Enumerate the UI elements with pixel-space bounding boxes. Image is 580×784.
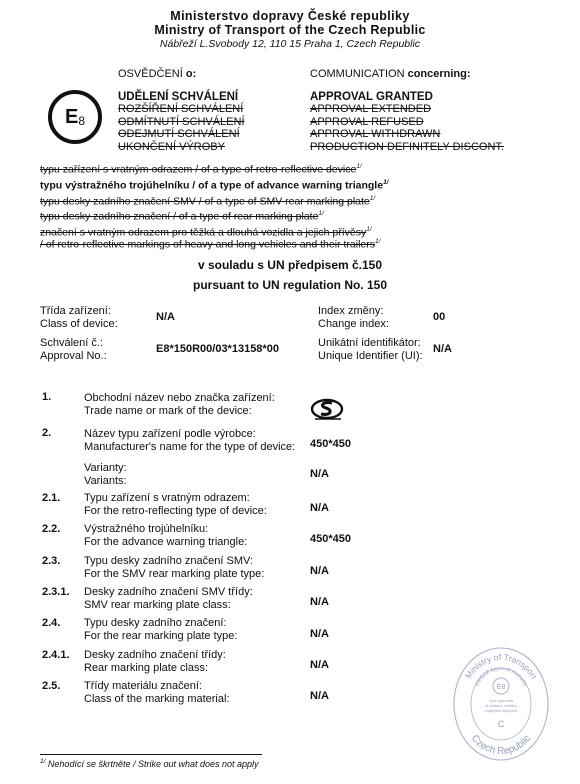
stamp-center-e: E8 — [496, 684, 506, 691]
row-value: N/A — [310, 628, 329, 640]
row-num: 2.3. — [42, 555, 61, 567]
right-item-refused: APPROVAL REFUSED — [310, 115, 424, 128]
left-column — [118, 68, 245, 153]
row-label: Výstražného trojúhelníku: For the advance warning triangle: — [84, 523, 248, 548]
uid-value: N/A — [433, 343, 452, 355]
stamp-small-1: Type approvals — [488, 699, 514, 703]
ministry-address: Nábřeží L.Svobody 12, 110 15 Praha 1, Czech Republic — [159, 38, 421, 50]
type-line-smv: typu desky zadního značení SMV / of a type of SMV rear marking plate$^{1/}$ — [40, 195, 376, 208]
regulation-en: pursuant to UN regulation No. 150 — [192, 278, 387, 292]
row-num: 2.3.1. — [42, 586, 70, 598]
approval-number: E8*150R00/03*13158*00 — [156, 343, 279, 355]
row-num: 2.4.1. — [42, 649, 70, 661]
index-label: Index změny: Change index: — [318, 305, 389, 330]
type-line-heavy-en: / of retro-reflective markings of heavy and long vehicles and their trailers$^{1/}$ — [40, 238, 381, 251]
stamp-bottom-arc: Czech Republic — [468, 733, 534, 758]
row-num: 2.5. — [42, 680, 61, 692]
row-label: Desky zadního značení SMV třídy: SMV rear marking plate class: — [84, 586, 253, 611]
stamp-top-arc-2: UN/ECE Approval Authority — [473, 665, 529, 688]
row-value: N/A — [310, 468, 329, 480]
certificate-title: OSVĚDČENÍ o: — [118, 68, 197, 80]
stamp-small-3: equipment and parts — [484, 709, 518, 713]
row-value: N/A — [310, 690, 329, 702]
stamp-letter: C — [497, 719, 505, 729]
row-num: 1. — [42, 391, 52, 403]
row-label: Název typu zařízení podle výrobce: Manufacturer's name for the type of device: — [84, 428, 296, 453]
right-item-discontinued: PRODUCTION DEFINITELY DISCONT. — [310, 140, 504, 153]
type-line-heavy-cz: značení s vratným odrazem pro těžká a dlouhá vozidla a jejich přívěsy$^{1/}$ — [40, 226, 372, 239]
uid-label: Unikátní identifikátor: Unique Identifier (UI): — [318, 337, 423, 362]
left-item-extended: ROZŠÍŘENÍ SCHVÁLENÍ — [118, 103, 244, 115]
stamp-top-arc: Ministry of Transport — [462, 651, 540, 681]
stamp-small-2: of vehicles, vehicles — [485, 704, 517, 708]
logo-number: 8 — [78, 114, 86, 128]
right-item-extended: APPROVAL EXTENDED — [310, 103, 432, 115]
row-label: Varianty: Variants: — [84, 462, 127, 487]
right-item-granted: APPROVAL GRANTED — [310, 90, 433, 103]
class-label: Třída zařízení: Class of device: — [40, 305, 118, 330]
trade-mark-logo-icon — [309, 397, 347, 423]
ministry-name-en: Ministry of Transport of the Czech Republic — [154, 23, 426, 37]
type-line-rear-plate: typu desky zadního značení / of a type of rear marking plate$^{1/}$ — [40, 210, 324, 223]
row-num: 2. — [42, 427, 52, 439]
logo-letter: E — [64, 105, 79, 128]
row-value: N/A — [310, 565, 329, 577]
left-item-withdrawn: ODEJMUTÍ SCHVÁLENÍ — [118, 128, 240, 140]
footnote: $^{1/}$ Nehodící se škrtněte / Strike out what does not apply — [40, 758, 259, 769]
row-num: 2.4. — [42, 617, 61, 629]
row-label: Obchodní název nebo značka zařízení: Trade name or mark of the device: — [84, 392, 275, 417]
left-item-granted: UDĚLENÍ SCHVÁLENÍ — [118, 90, 239, 103]
type-line-triangle: typu výstražného trojúhelníku / of a type of advance warning triangle$^{1/}$ — [40, 179, 389, 192]
row-label: Desky zadního značení třídy: Rear marking plate class: — [84, 649, 226, 674]
regulation-cz: v souladu s UN předpisem č.150 — [197, 258, 383, 272]
ministry-name-cz: Ministerstvo dopravy České republiky — [170, 9, 410, 23]
left-item-refused: ODMÍTNUTÍ SCHVÁLENÍ — [118, 115, 245, 128]
row-label: Typu zařízení s vratným odrazem: For the retro-reflecting type of device: — [84, 492, 267, 517]
class-value: N/A — [156, 311, 175, 323]
right-column — [310, 68, 504, 153]
index-value: 00 — [433, 311, 446, 323]
row-value: 450*450 — [310, 438, 351, 450]
footnote-divider — [40, 754, 262, 755]
svg-text:Ministry of Transport — [463, 652, 539, 681]
e8-approval-logo — [48, 90, 102, 144]
right-item-withdrawn: APPROVAL WITHDRAWN — [310, 128, 441, 140]
type-line-retro: typu zařízení s vratným odrazem / of a type of retro-reflective device$^{1/}$ — [40, 163, 362, 176]
row-label: Typu desky zadního značení: For the rear marking plate type: — [84, 617, 238, 642]
row-label: Typu desky zadního značení SMV: For the SMV rear marking plate type: — [84, 555, 265, 580]
row-value: N/A — [310, 596, 329, 608]
approval-label: Schválení č.: Approval No.: — [40, 337, 107, 362]
row-value: N/A — [310, 659, 329, 671]
left-item-discontinued: UKONČENÍ VÝROBY — [118, 140, 225, 153]
row-num: 2.1. — [42, 492, 61, 504]
row-num: 2.2. — [42, 523, 61, 535]
authority-stamp — [452, 642, 550, 762]
row-value: N/A — [310, 502, 329, 514]
communication-title: COMMUNICATION concerning: — [310, 68, 471, 80]
row-label: Třídy materiálu značení: Class of the marking material: — [84, 680, 230, 705]
row-value: 450*450 — [310, 533, 351, 545]
